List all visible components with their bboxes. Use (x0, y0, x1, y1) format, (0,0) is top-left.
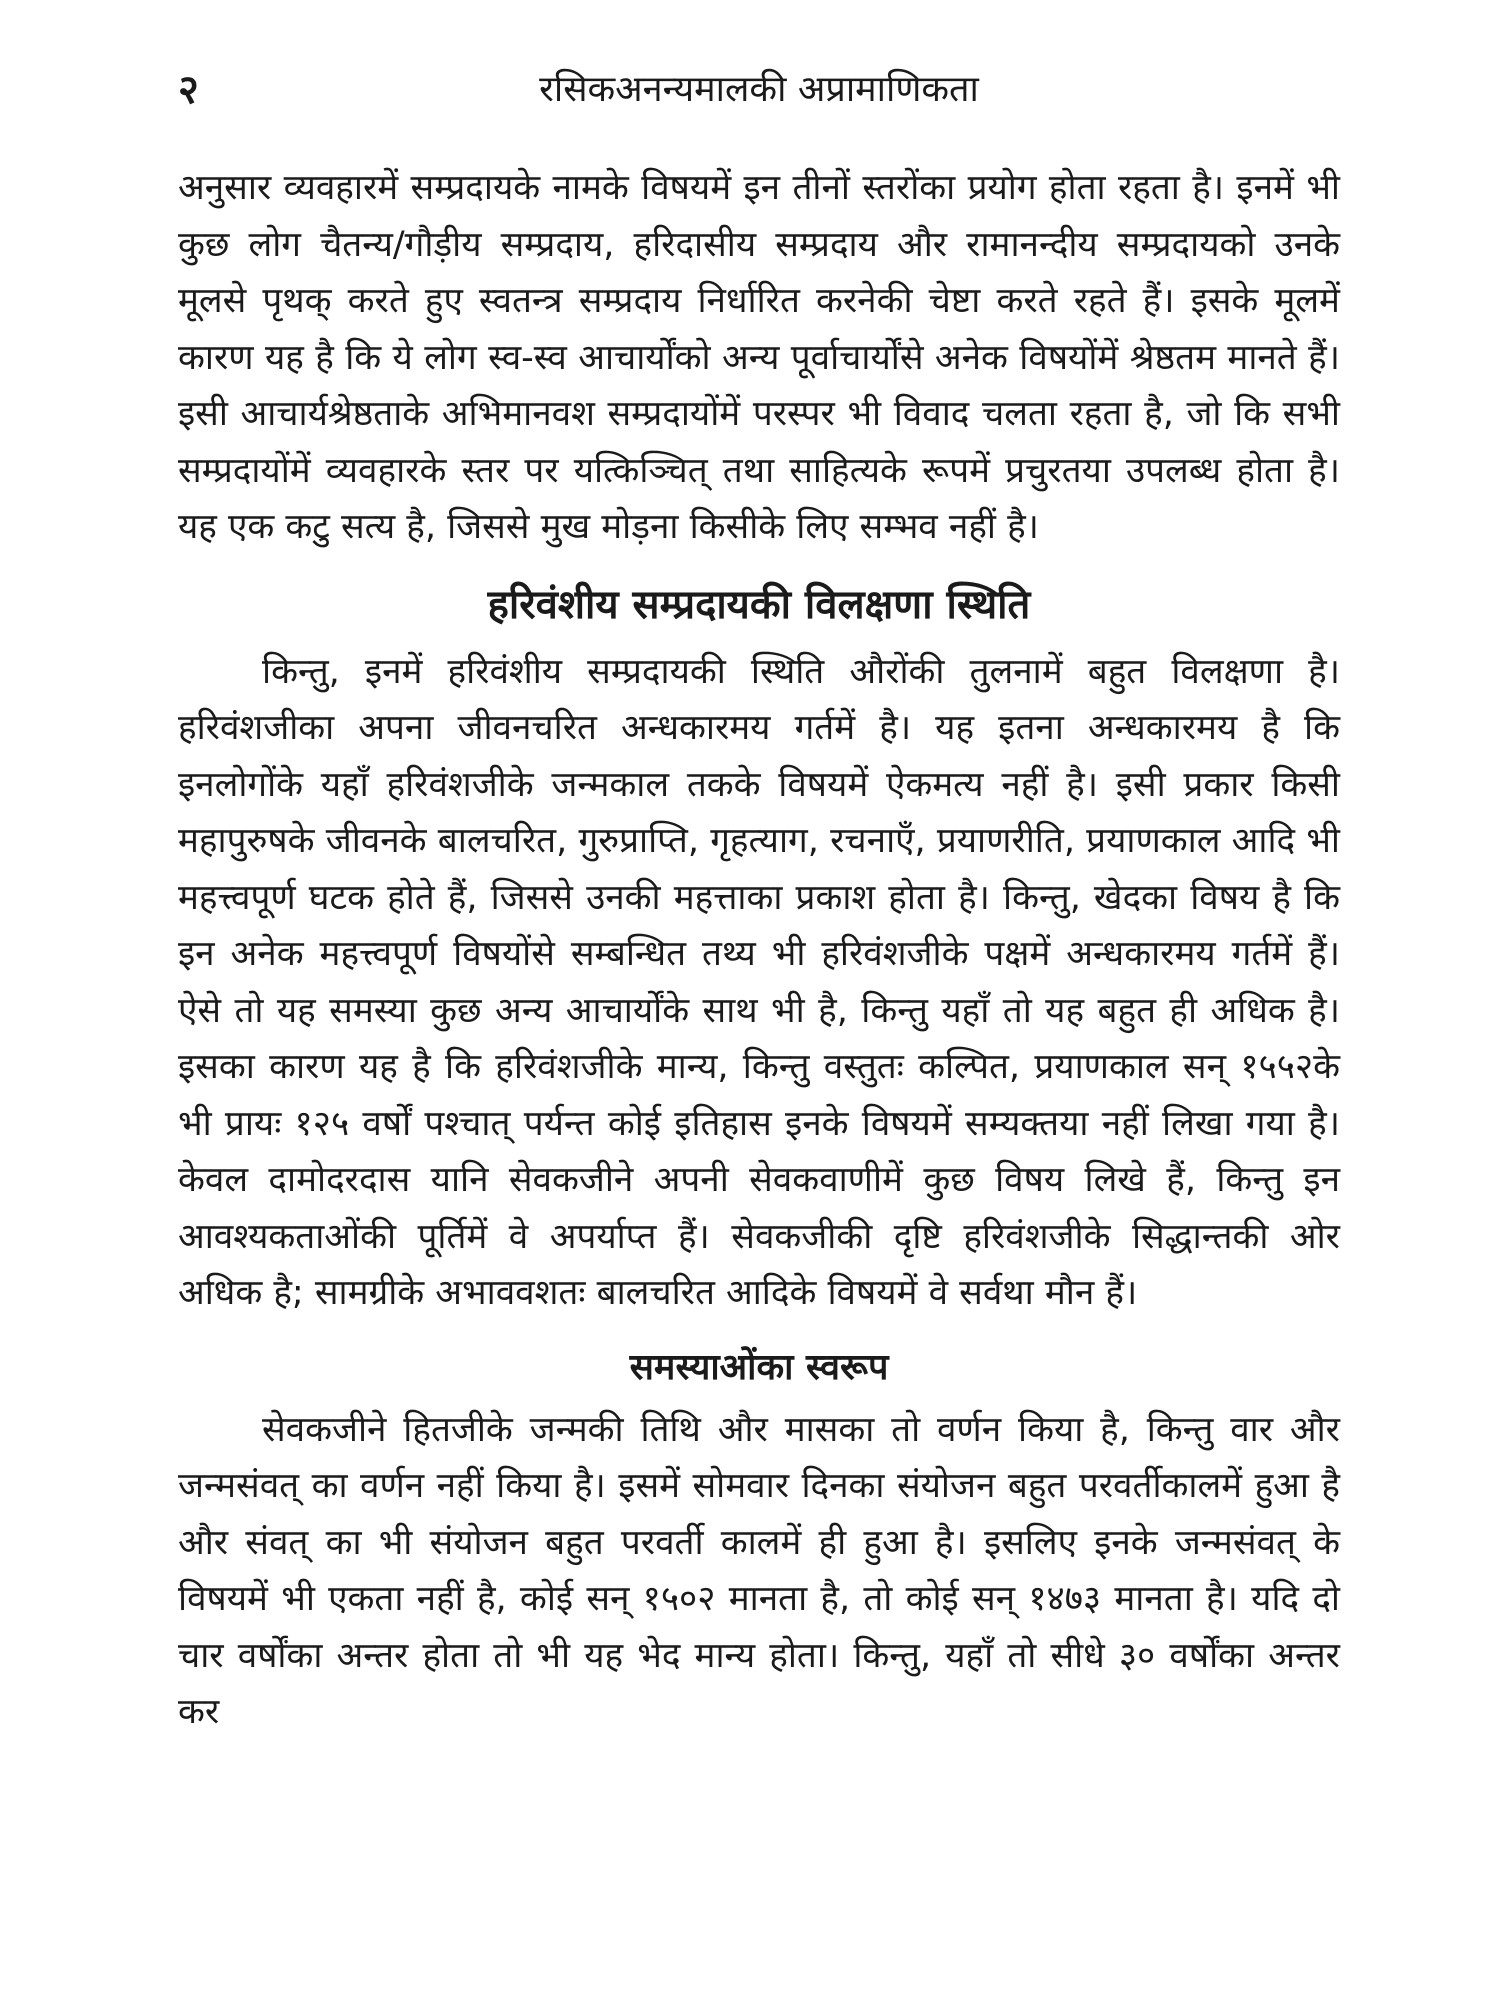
paragraph-continued: अनुसार व्यवहारमें सम्प्रदायके नामके विषयमें इन तीनों स्तरोंका प्रयोग होता रहता है। इनमें भी कुछ लोग चैतन्य/गौड़ीय सम्प्रदाय, हरिदासीय सम्प्रदाय और रामानन्दीय सम्प्रदायको उनके मूलसे पृथक् करते हुए स्वतन्त्र सम्प्रदाय निर्धारित करनेकी चेष्टा करते रहते हैं। इसके मूलमें कारण यह है कि ये लोग स्व-स्व आचार्योंको अन्य पूर्वाचार्योंसे अनेक विषयोंमें श्रेष्ठतम मानते हैं। इसी आचार्यश्रेष्ठताके अभिमानवश सम्प्रदायोंमें परस्पर भी विवाद चलता रहता है, जो कि सभी सम्प्रदायोंमें व्यवहारके स्तर पर यत्किञ्चित् तथा साहित्यके रूपमें प्रचुरतया उपलब्ध होता है। यह एक कटु सत्य है, जिससे मुख मोड़ना किसीके लिए सम्भव नहीं है। (178, 168, 1340, 547)
page-number: २ (178, 67, 199, 113)
subsection-heading: समस्याओंका स्वरूप (629, 1346, 889, 1388)
paragraph: सेवकजीने हितजीके जन्मकी तिथि और मासका तो वर्णन किया है, किन्तु वार और जन्मसंवत् का वर्णन नहीं किया है। इसमें सोमवार दिनका संयोजन बहुत परवर्तीकालमें हुआ है और संवत् का भी संयोजन बहुत परवर्ती कालमें ही हुआ है। इसलिए इनके जन्मसंवत् के विषयमें भी एकता नहीं है, कोई सन् १५०२ मानता है, तो कोई सन् १४७३ मानता है। यदि दो चार वर्षोंका अन्तर होता तो भी यह भेद मान्य होता। किन्तु, यहाँ तो सीधे ३० वर्षोंका अन्तर कर (178, 1409, 1340, 1732)
paragraph: किन्तु, इनमें हरिवंशीय सम्प्रदायकी स्थिति औरोंकी तुलनामें बहुत विलक्षणा है। हरिवंशजीका अपना जीवनचरित अन्धकारमय गर्तमें है। यह इतना अन्धकारमय है कि इनलोगोंके यहाँ हरिवंशजीके जन्मकाल तकके विषयमें ऐकमत्य नहीं है। इसी प्रकार किसी महापुरुषके जीवनके बालचरित, गुरुप्राप्ति, गृहत्याग, रचनाएँ, प्रयाणरीति, प्रयाणकाल आदि भी महत्त्वपूर्ण घटक होते हैं, जिससे उनकी महत्ताका प्रकाश होता है। किन्तु, खेदका विषय है कि इन अनेक महत्त्वपूर्ण विषयोंसे सम्बन्धित तथ्य भी हरिवंशजीके पक्षमें अन्धकारमय गर्तमें हैं। ऐसे तो यह समस्या कुछ अन्य आचार्योंके साथ भी है, किन्तु यहाँ तो यह बहुत ही अधिक है। इसका कारण यह है कि हरिवंशजीके मान्य, किन्तु वस्तुतः कल्पित, प्रयाणकाल सन् १५५२के भी प्रायः १२५ वर्षों पश्चात् पर्यन्त कोई इतिहास इनके विषयमें सम्यक्तया नहीं लिखा गया है। केवल दामोदरदास यानि सेवकजीने अपनी सेवकवाणीमें कुछ विषय लिखे हैं, किन्तु इन आवश्यकताओंकी पूर्तिमें वे अपर्याप्त हैं। सेवकजीकी दृष्टि हरिवंशजीके सिद्धान्तकी ओर अधिक है; सामग्रीके अभाववशतः बालचरित आदिके विषयमें वे सर्वथा मौन हैं। (178, 651, 1340, 1313)
running-title: रसिकअनन्यमालकी अप्रामाणिकता (539, 69, 979, 110)
section-heading: हरिवंशीय सम्प्रदायकी विलक्षणा स्थिति (487, 581, 1031, 628)
page-body (178, 160, 1340, 1741)
running-header (178, 60, 1340, 120)
